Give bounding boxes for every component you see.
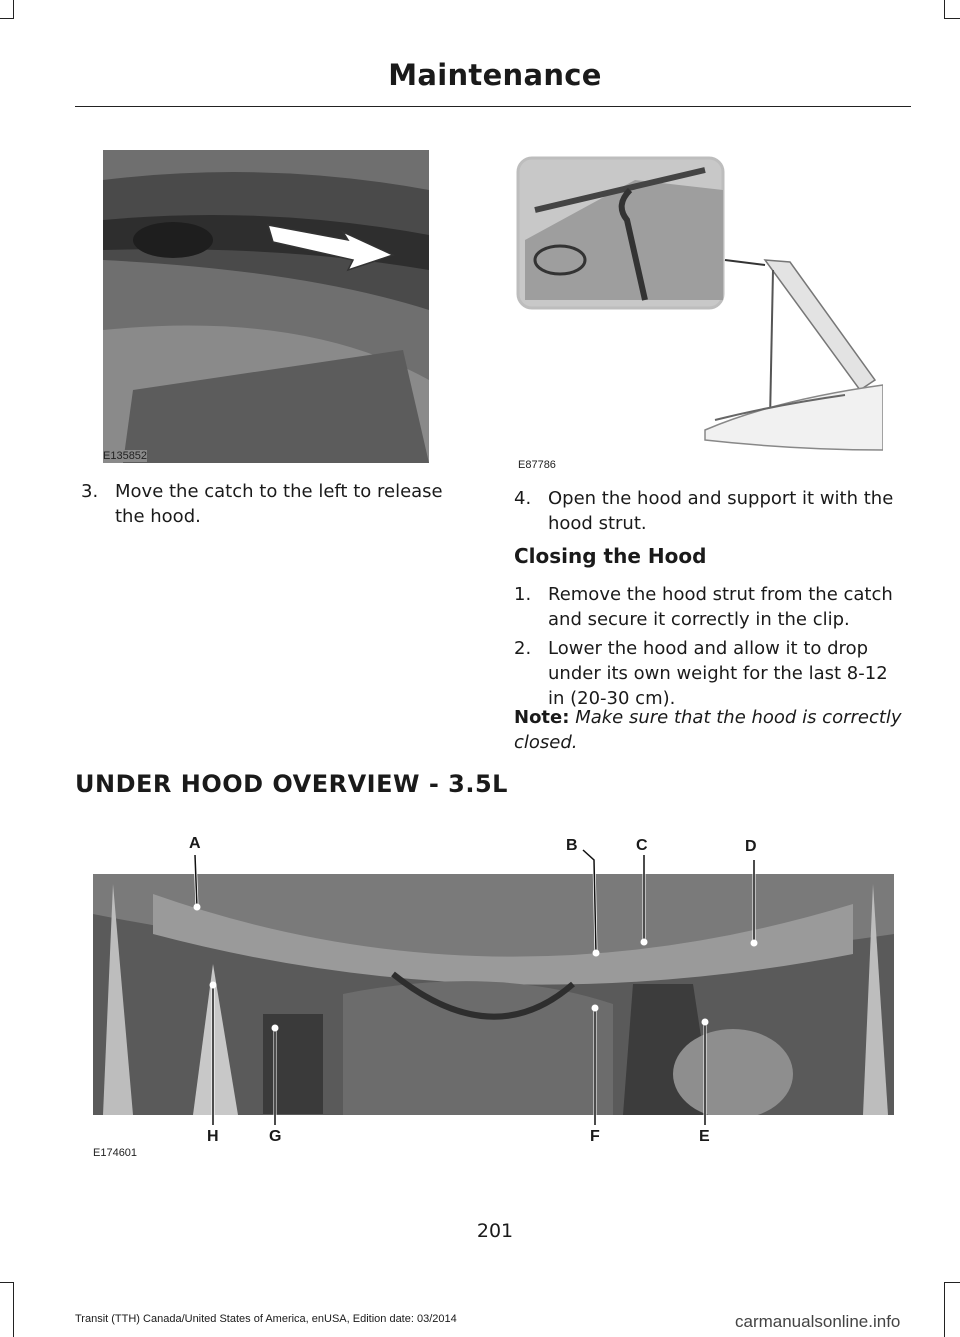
closing-step-2-number: 2. — [514, 638, 532, 659]
step-4-line-1: Open the hood and support it with the — [548, 488, 894, 509]
step-3-number: 3. — [81, 481, 99, 502]
closing-step-2-line-3: in (20-30 cm). — [548, 688, 676, 709]
note-line-2 — [514, 730, 914, 755]
note-label: Note: — [514, 707, 570, 728]
step-4-number: 4. — [514, 488, 532, 509]
callout-a: A — [189, 835, 201, 852]
watermark: carmanualsonline.info — [735, 1312, 901, 1331]
note — [514, 705, 914, 755]
hood-strut-figure — [515, 150, 883, 475]
step-3 — [81, 479, 461, 531]
closing-step-1-line-1: Remove the hood strut from the catch — [548, 584, 893, 605]
hood-strut-illustration — [515, 150, 883, 475]
step-3-line-2: the hood. — [115, 506, 201, 527]
figure-code-1: E135852 — [103, 450, 148, 462]
crop-mark-top-right-v — [944, 0, 945, 18]
callout-d: D — [745, 838, 757, 855]
crop-mark-top-right-h — [944, 18, 960, 19]
section-heading: UNDER HOOD OVERVIEW - 3.5L — [75, 770, 508, 798]
step-4 — [514, 486, 914, 538]
closing-step-2-line-1: Lower the hood and allow it to drop — [548, 638, 869, 659]
callout-g: G — [269, 1128, 282, 1145]
header-divider — [75, 106, 911, 107]
crop-mark-top-left-v — [13, 0, 14, 18]
closing-step-1-number: 1. — [514, 584, 532, 605]
crop-mark-bottom-left-h — [0, 1282, 14, 1283]
crop-mark-bottom-left-v — [13, 1282, 14, 1337]
step-3-line-1: Move the catch to the left to release — [115, 481, 443, 502]
page-title: Maintenance — [388, 58, 602, 92]
step-4-line-2: hood strut. — [548, 513, 647, 534]
crop-mark-bottom-right-v — [944, 1282, 945, 1337]
callout-h: H — [207, 1128, 219, 1145]
under-hood-figure — [93, 874, 894, 1115]
closing-step-2 — [514, 636, 914, 713]
hood-catch-figure — [103, 150, 429, 463]
callout-c: C — [636, 837, 648, 854]
callout-f: F — [590, 1128, 600, 1145]
page-number: 201 — [476, 1220, 514, 1242]
crop-mark-bottom-right-h — [944, 1282, 960, 1283]
closing-hood-heading: Closing the Hood — [514, 544, 707, 568]
callout-e: E — [699, 1128, 710, 1145]
closing-step-1 — [514, 582, 914, 634]
crop-mark-top-left-h — [0, 18, 14, 19]
hood-catch-illustration — [103, 150, 429, 463]
closing-step-1-line-2: and secure it correctly in the clip. — [548, 609, 850, 630]
figure-code-3: E174601 — [93, 1147, 138, 1159]
edition-info: Transit (TTH) Canada/United States of America, enUSA, Edition date: 03/2014 — [75, 1313, 457, 1325]
note-line-1 — [514, 705, 914, 730]
closing-step-2-line-2: under its own weight for the last 8-12 — [548, 663, 888, 684]
note-text-2: closed. — [514, 732, 578, 753]
callout-b: B — [566, 837, 578, 854]
under-hood-illustration — [93, 874, 894, 1115]
note-text-1: Make sure that the hood is correctly — [575, 707, 902, 728]
figure-code-2: E87786 — [518, 459, 556, 471]
